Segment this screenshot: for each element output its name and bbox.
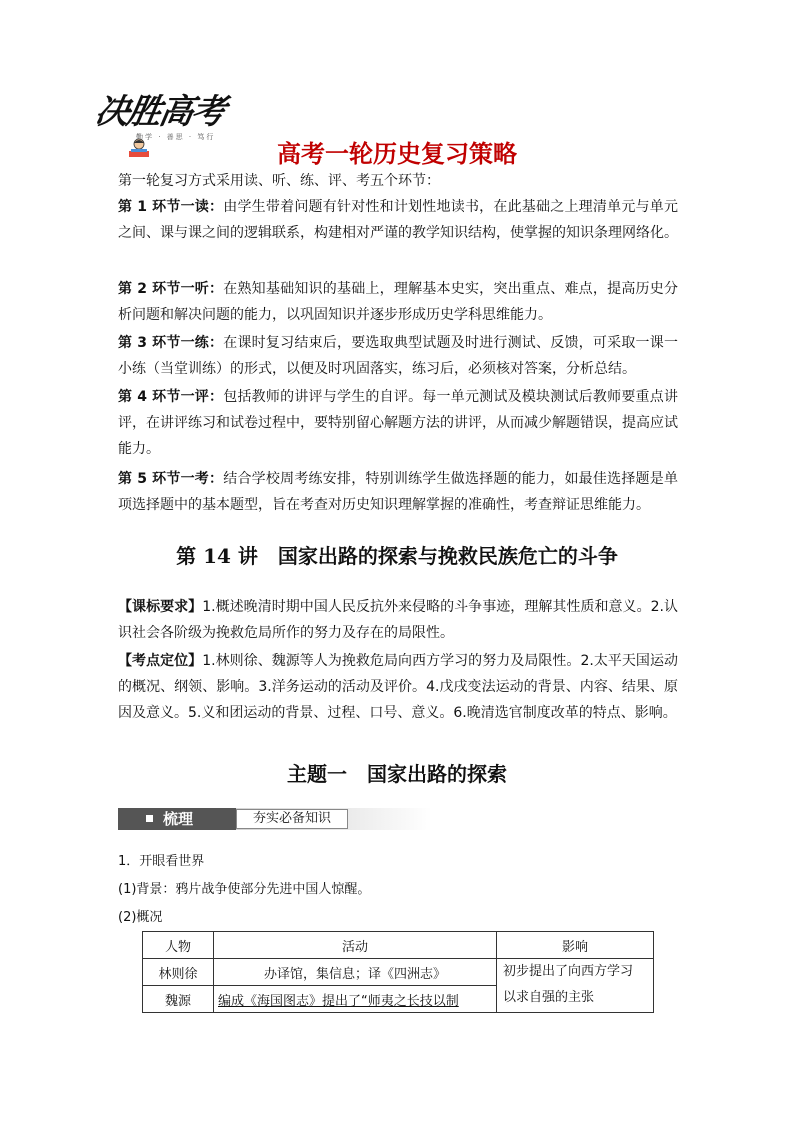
positioning-label: 【考点定位】 bbox=[118, 653, 203, 669]
background-text: (1)背景：鸦片战争使部分先进中国人惊醒。 bbox=[118, 882, 371, 897]
table-cell-activity: 编成《海国图志》提出了“师夷之长技以制 bbox=[214, 986, 497, 1013]
table-header: 活动 bbox=[214, 932, 497, 959]
section-heading: 1．开眼看世界 bbox=[118, 854, 205, 869]
step-label: 第 4 环节一评： bbox=[118, 389, 224, 405]
step-label: 第 3 环节一练： bbox=[118, 335, 224, 351]
requirements-text: 1.概述晚清时期中国人民反抗外来侵略的斗争事迹，理解其性质和意义。2.认识社会各阶级为挽救危局所作的努力及存在的局限性。 bbox=[118, 599, 679, 641]
step-label: 第 2 环节一听： bbox=[118, 281, 224, 297]
positioning-text: 1.林则徐、魏源等人为挽救危局向西方学习的努力及局限性。2.太平天国运动的概况、纲领、影响。3.洋务运动的活动及评价。4.戊戌变法运动的背景、内容、结果、原因及意义。5.义和团运动的背景、过程、口号、意义。6.晚清选官制度改革的特点、影响。 bbox=[118, 653, 679, 721]
section-bar bbox=[118, 808, 432, 832]
theme-title: 主题一 国家出路的探索 bbox=[287, 762, 507, 786]
table-row bbox=[143, 959, 654, 986]
intro-text: 第一轮复习方式采用读、听、练、评、考五个环节： bbox=[118, 173, 440, 189]
step-label: 第 1 环节一读： bbox=[118, 199, 224, 215]
curriculum-requirements bbox=[118, 594, 678, 646]
step-2 bbox=[118, 276, 678, 328]
page-title: 高考一轮历史复习策略 bbox=[277, 140, 517, 168]
section-bar-dark bbox=[118, 808, 236, 830]
table-cell-influence bbox=[497, 959, 654, 1013]
logo-text: 决胜高考 bbox=[91, 92, 227, 132]
step-4 bbox=[118, 384, 678, 462]
table-header: 人物 bbox=[143, 932, 214, 959]
overview-table bbox=[142, 931, 654, 1013]
table-header-row bbox=[143, 932, 654, 959]
step-text: 在课时复习结束后，要选取典型试题及时进行测试、反馈，可采取一课一小练（当堂训练）的形式，以便及时巩固落实，练习后，必须核对答案，分析总结。 bbox=[118, 335, 678, 377]
table-cell-person: 魏源 bbox=[143, 986, 214, 1013]
step-label: 第 5 环节一考： bbox=[118, 471, 224, 487]
table-cell-activity: 办译馆，集信息；译《四洲志》 bbox=[214, 959, 497, 986]
step-1 bbox=[118, 194, 678, 246]
step-text: 在熟知基础知识的基础上，理解基本史实，突出重点、难点，提高历史分析问题和解决问题的能力，以巩固知识并逐步形成历史学科思维能力。 bbox=[118, 281, 678, 323]
table-cell-person: 林则徐 bbox=[143, 959, 214, 986]
exam-positioning bbox=[118, 648, 678, 726]
logo-subtitle: 勤学 · 善思 · 笃行 bbox=[136, 133, 216, 141]
step-3 bbox=[118, 330, 678, 382]
requirements-label: 【课标要求】 bbox=[118, 599, 203, 615]
square-bullet-icon bbox=[146, 815, 153, 822]
influence-line-1: 初步提出了向西方学习 bbox=[503, 964, 634, 979]
step-5 bbox=[118, 466, 678, 518]
step-text: 包括教师的讲评与学生的自评。每一单元测试及模块测试后教师要重点讲评，在讲评练习和试卷过程中，要特别留心解题方法的讲评，从而减少解题错误，提高应试能力。 bbox=[118, 389, 678, 457]
step-text: 结合学校周考练安排，特别训练学生做选择题的能力，如最佳选择题是单项选择题中的基本题型，旨在考查对历史知识理解掌握的准确性，考查辩证思维能力。 bbox=[118, 471, 678, 513]
influence-line-2: 以求自强的主张 bbox=[503, 990, 595, 1005]
section-bar-light-label: 夯实必备知识 bbox=[236, 809, 348, 829]
lecture-title: 第 14 讲 国家出路的探索与挽救民族危亡的斗争 bbox=[176, 544, 618, 568]
section-bar-dark-label: 梳理 bbox=[163, 810, 194, 828]
overview-heading: (2)概况 bbox=[118, 910, 163, 925]
table-header: 影响 bbox=[497, 932, 654, 959]
step-text: 由学生带着问题有针对性和计划性地读书，在此基础之上理清单元与单元之间、课与课之间的逻辑联系，构建相对严谨的教学知识结构，使掌握的知识条理网络化。 bbox=[118, 199, 678, 241]
